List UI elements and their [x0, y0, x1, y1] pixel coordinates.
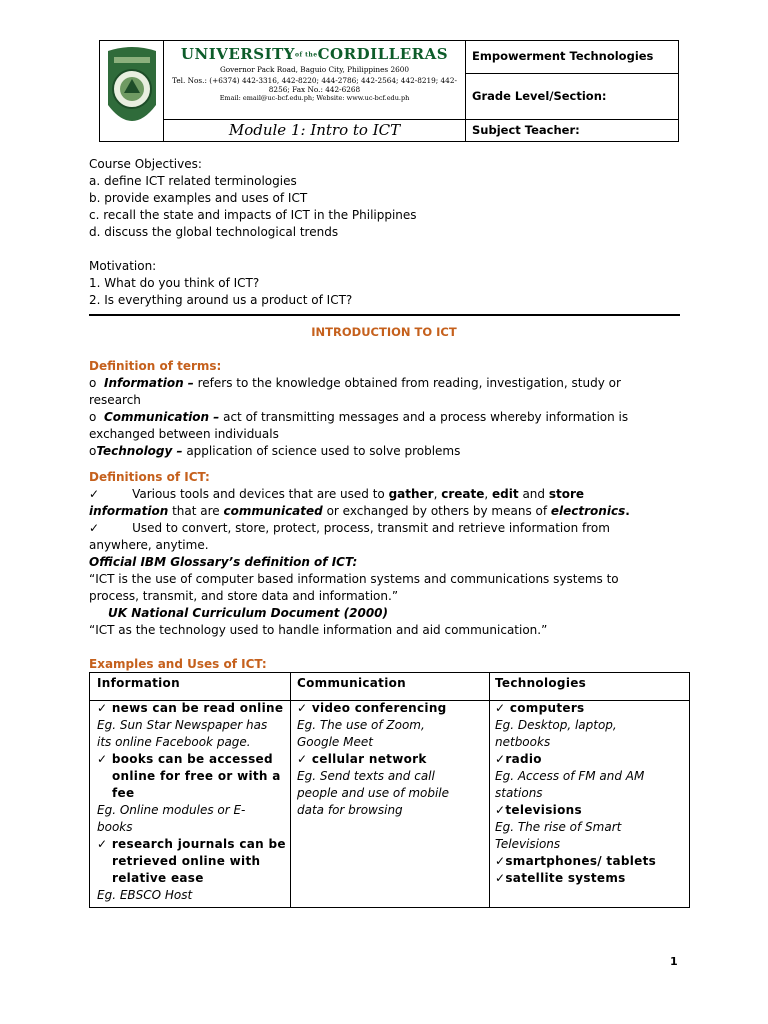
check-icon: ✓	[297, 752, 308, 766]
section-title: INTRODUCTION TO ICT	[311, 325, 457, 339]
list-item: books	[97, 820, 133, 834]
list-item: Google Meet	[297, 735, 373, 749]
list-item: Eg. The rise of Smart	[495, 820, 622, 834]
check-icon: ✓	[495, 854, 506, 868]
objective-item: a. define ICT related terminologies	[89, 174, 297, 188]
column-header-technologies: Technologies	[495, 676, 587, 690]
ict-definition-2: ✓ Used to convert, store, protect, process, transmit and retrieve information from	[89, 521, 610, 535]
column-divider	[290, 673, 291, 907]
objective-item: b. provide examples and uses of ICT	[89, 191, 308, 205]
university-phones: Tel. Nos.: (+6374) 442-3316, 442-8220; 444-2786; 442-2564; 442-8219; 442-8256; Fax No.: 442-6268	[172, 76, 457, 94]
list-item: ✓ video conferencing	[297, 701, 447, 715]
list-item: Eg. Desktop, laptop,	[495, 718, 617, 732]
list-item: people and use of mobile	[297, 786, 450, 800]
list-item: Eg. Access of FM and AM	[495, 769, 645, 783]
check-icon: ✓	[97, 701, 108, 715]
objective-item: d. discuss the global technological trends	[89, 225, 339, 239]
list-item: Eg. Online modules or E-	[97, 803, 246, 817]
objective-item: c. recall the state and impacts of ICT in the Philippines	[89, 208, 417, 222]
teacher-cell	[466, 119, 678, 142]
list-item: ✓smartphones/ tablets	[495, 854, 657, 868]
list-item: ✓ computers	[495, 701, 585, 715]
list-item: ✓radio	[495, 752, 542, 766]
ict-definition-1-cont: information that are communicated or exchanged by others by means of electronics.	[89, 504, 630, 518]
objectives-heading: Course Objectives:	[89, 157, 202, 171]
list-item: Eg. EBSCO Host	[97, 888, 193, 902]
check-icon: ✓	[97, 752, 108, 766]
motivation-item: 2. Is everything around us a product of ICT?	[89, 293, 353, 307]
list-item: its online Facebook page.	[97, 735, 251, 749]
university-seal	[100, 41, 164, 141]
list-item: Eg. The use of Zoom,	[297, 718, 425, 732]
definition-communication: o Communication – act of transmitting messages and a process whereby information is	[89, 410, 629, 424]
ibm-quote: “ICT is the use of computer based information systems and communications systems to	[89, 572, 619, 586]
section-divider	[89, 314, 680, 316]
module-cell	[164, 119, 466, 141]
list-item: ✓ cellular network	[297, 752, 427, 766]
check-icon: ✓	[495, 752, 506, 766]
university-info	[164, 41, 466, 119]
definitions-heading: Definition of terms:	[89, 359, 222, 373]
column-divider	[489, 673, 490, 907]
subject-name: Empowerment Technologies	[472, 49, 654, 63]
examples-heading: Examples and Uses of ICT:	[89, 657, 267, 671]
check-icon: ✓	[297, 701, 308, 715]
motivation-item: 1. What do you think of ICT?	[89, 276, 260, 290]
list-item: online for free or with a	[112, 769, 281, 783]
list-item: ✓ news can be read online	[97, 701, 284, 715]
university-logotype: UNIVERSITYof theCORDILLERAS	[180, 45, 449, 63]
ict-definition-2-cont: anywhere, anytime.	[89, 538, 209, 552]
list-item: data for browsing	[297, 803, 403, 817]
subject-teacher-label: Subject Teacher:	[472, 123, 580, 137]
definition-technology: oTechnology – application of science used to solve problems	[89, 444, 461, 458]
check-icon: ✓	[495, 701, 506, 715]
uk-heading: UK National Curriculum Document (2000)	[108, 606, 389, 620]
grade-cell	[466, 73, 678, 120]
grade-level-label: Grade Level/Section:	[472, 89, 607, 103]
list-item: ✓televisions	[495, 803, 582, 817]
list-item: stations	[495, 786, 543, 800]
list-item: netbooks	[495, 735, 551, 749]
check-icon: ✓	[89, 487, 100, 501]
list-item: ✓satellite systems	[495, 871, 626, 885]
subject-cell	[466, 41, 678, 73]
ibm-quote-cont: process, transmit, and store data and information.”	[89, 589, 399, 603]
check-icon: ✓	[495, 803, 506, 817]
check-icon: ✓	[495, 871, 506, 885]
uk-quote: “ICT as the technology used to handle information and aid communication.”	[89, 623, 548, 637]
definition-information: o Information – refers to the knowledge obtained from reading, investigation, study or	[89, 376, 621, 390]
module-title: Module 1: Intro to ICT	[228, 121, 401, 139]
document-header	[99, 40, 679, 142]
list-item: Eg. Sun Star Newspaper has	[97, 718, 268, 732]
list-item: ✓ research journals can be	[97, 837, 286, 851]
ict-definitions-heading: Definitions of ICT:	[89, 470, 210, 484]
definition-information-cont: research	[89, 393, 141, 407]
check-icon: ✓	[97, 837, 108, 851]
list-item: relative ease	[112, 871, 204, 885]
list-item: Eg. Send texts and call	[297, 769, 435, 783]
seal-icon	[104, 45, 160, 137]
column-header-information: Information	[97, 676, 180, 690]
page-number: 1	[670, 955, 678, 968]
list-item: fee	[112, 786, 135, 800]
list-item: retrieved online with	[112, 854, 261, 868]
university-contact: Email: email@uc-bcf.edu.ph; Website: www.uc-bcf.edu.ph	[219, 94, 410, 102]
examples-table	[89, 672, 690, 908]
ict-definition-1: ✓ Various tools and devices that are used to gather, create, edit and store	[89, 487, 585, 501]
column-header-communication: Communication	[297, 676, 407, 690]
definition-communication-cont: exchanged between individuals	[89, 427, 279, 441]
ibm-heading: Official IBM Glossary’s definition of ICT:	[89, 555, 358, 569]
list-item: Televisions	[495, 837, 561, 851]
university-address: Governor Pack Road, Baguio City, Philippines 2600	[219, 65, 410, 74]
motivation-heading: Motivation:	[89, 259, 157, 273]
check-icon: ✓	[89, 521, 100, 535]
list-item: ✓ books can be accessed	[97, 752, 273, 766]
